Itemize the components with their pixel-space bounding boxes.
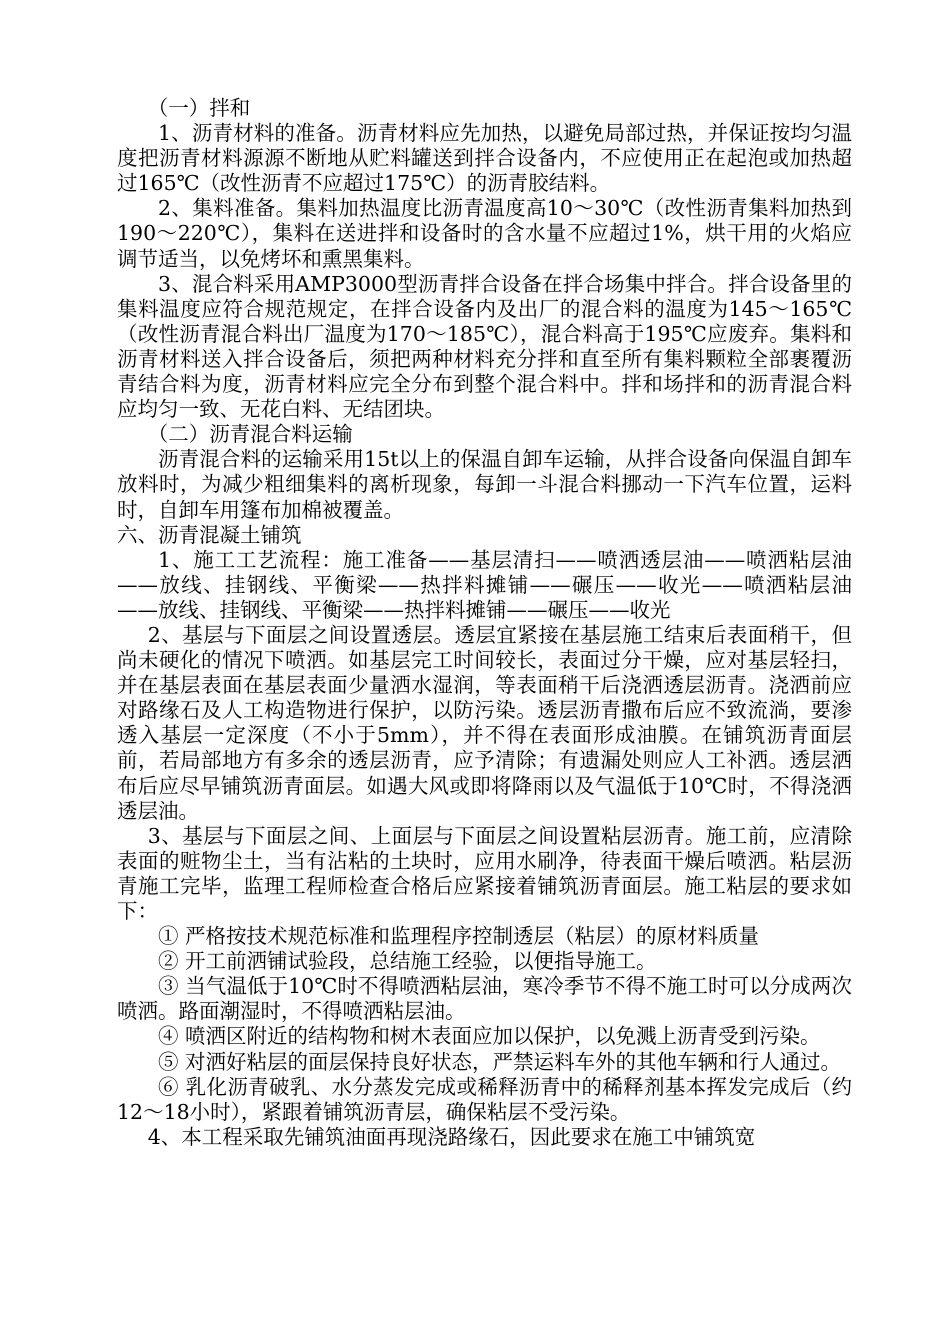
paragraph-aggregate-preparation: 2、集料准备。集料加热温度比沥青温度高10～30℃（改性沥青集料加热到190～220℃），集料在送进拌和设备时的含水量不应超过1%，烘干用的火焰应调节适当，以免烤坏和熏黑集料。 — [117, 196, 852, 271]
list-item-6: ⑥ 乳化沥青破乳、水分蒸发完成或稀释沥青中的稀释剂基本挥发完成后（约12～18小时），紧跟着铺筑沥青层，确保粘层不受污染。 — [117, 1074, 852, 1124]
list-item-1: ① 严格按技术规范标准和监理程序控制透层（粘层）的原材料质量 — [158, 924, 760, 949]
list-item-5: ⑤ 对洒好粘层的面层保持良好状态，严禁运料车外的其他车辆和行人通过。 — [158, 1049, 842, 1074]
list-item-2: ② 开工前洒铺试验段，总结施工经验，以便指导施工。 — [158, 949, 657, 974]
paragraph-mixture-plant: 3、混合料采用AMP3000型沥青拌合设备在拌合场集中拌合。拌合设备里的集料温度应符合规范规定，在拌合设备内及出厂的混合料的温度为145～165℃（改性沥青混合料出厂温度为170～185℃），混合料高于195℃应废弃。集料和沥青材料送入拌合设备后，须把两种材料充分拌和直至所有集料颗粒全部裹覆沥青结合料为度，沥青材料应完全分布到整个混合料中。拌和场拌和的沥青混合料应均匀一致、无花白料、无结团块。 — [117, 271, 852, 422]
paragraph-curb-paving: 4、本工程采取先铺筑油面再现浇路缘石，因此要求在施工中铺筑宽 — [147, 1124, 756, 1149]
paragraph-prime-coat: 2、基层与下面层之间设置透层。透层宜紧接在基层施工结束后表面稍干，但尚未硬化的情况下喷洒。如基层完工时间较长，表面过分干燥，应对基层轻扫，并在基层表面在基层表面少量洒水湿润，等表面稍干后浇洒透层沥青。浇洒前应对路缘石及人工构造物进行保护，以防污染。透层沥青撒布后应不致流淌，要渗透入基层一定深度（不小于5mm），并不得在表面形成油膜。在铺筑沥青面层前，若局部地方有多余的透层沥青，应予清除；有遗漏处则应人工补洒。透层洒布后应尽早铺筑沥青面层。如遇大风或即将降雨以及气温低于10℃时，不得浇洒透层油。 — [117, 622, 852, 823]
paragraph-transport: 沥青混合料的运输采用15t以上的保温自卸车运输，从拌合设备向保温自卸车放料时，为减少粗细集料的离析现象，每卸一斗混合料挪动一下汽车位置，运料时，自卸车用篷布加棉被覆盖。 — [117, 447, 852, 522]
list-item-3: ③ 当气温低于10℃时不得喷洒粘层油，寒冷季节不得不施工时可以分成两次喷洒。路面潮湿时，不得喷洒粘层油。 — [117, 974, 852, 1024]
paragraph-asphalt-preparation: 1、沥青材料的准备。沥青材料应先加热，以避免局部过热，并保证按均匀温度把沥青材料源源不断地从贮料罐送到拌合设备内，不应使用正在起泡或加热超过165℃（改性沥青不应超过175℃）的沥青胶结料。 — [117, 121, 852, 196]
document-page — [117, 96, 852, 1150]
section-heading-mixing: （一）拌和 — [147, 96, 251, 120]
paragraph-tack-coat: 3、基层与下面层之间、上面层与下面层之间设置粘层沥青。施工前，应清除表面的赃物尘土，当有沾粘的土块时，应用水刷净，待表面干燥后喷洒。粘层沥青施工完毕，监理工程师检查合格后应紧接着铺筑沥青面层。施工粘层的要求如下： — [117, 823, 852, 923]
list-item-4: ④ 喷洒区附近的结构物和树木表面应加以保护，以免溅上沥青受到污染。 — [158, 1024, 821, 1049]
section-heading-paving: 六、沥青混凝土铺筑 — [117, 522, 302, 547]
section-heading-transport: （二）沥青混合料运输 — [147, 422, 353, 447]
paragraph-process-flow: 1、施工工艺流程：施工准备——基层清扫——喷洒透层油——喷洒粘层油——放线、挂钢线、平衡梁——热拌料摊铺——碾压——收光——喷洒粘层油——放线、挂钢线、平衡梁——热拌料摊铺——碾压——收光 — [117, 547, 852, 622]
